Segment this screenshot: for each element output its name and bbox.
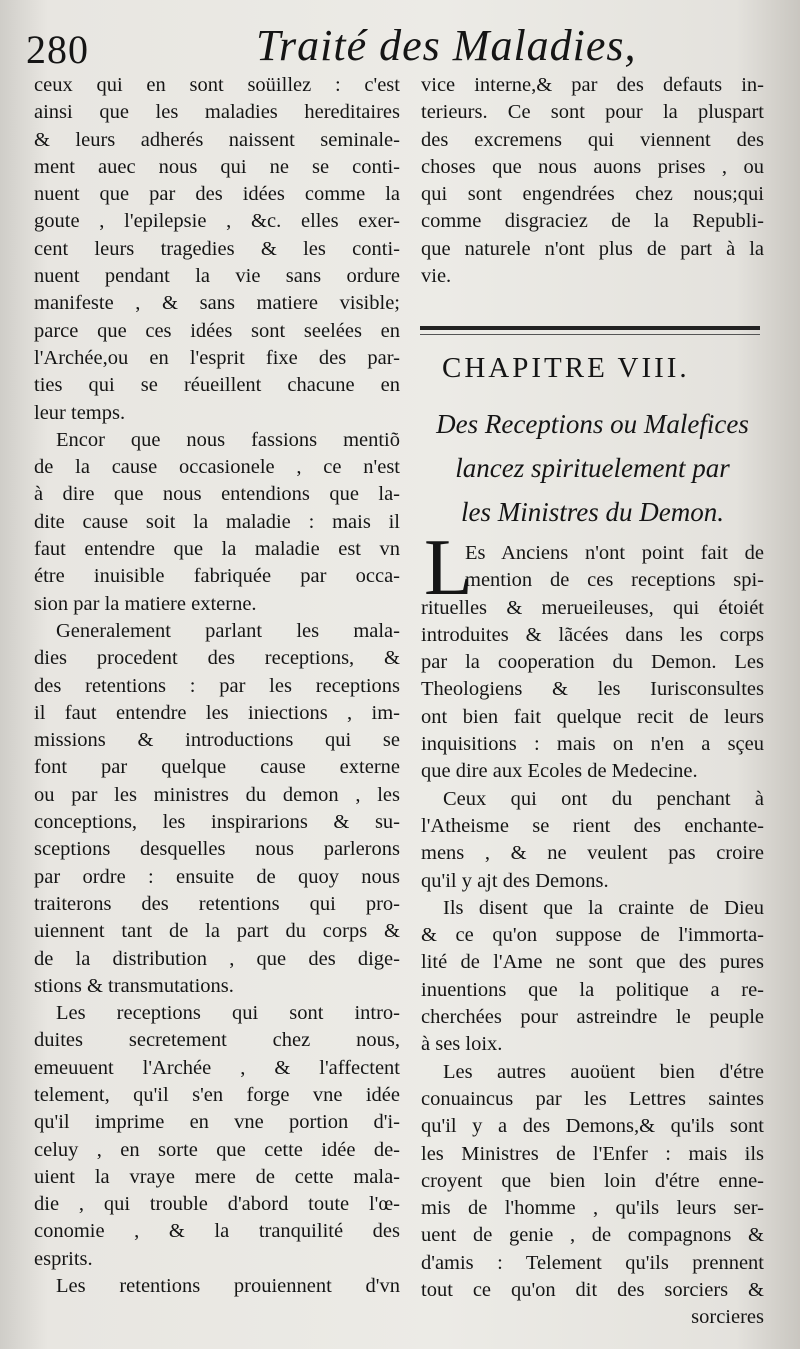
text-line: il faut entendre les iniections , im- bbox=[34, 701, 400, 724]
text-line: croyent que bien loin d'étre enne- bbox=[421, 1169, 764, 1192]
text-line: & ce qu'on suppose de l'immorta- bbox=[421, 924, 764, 947]
text-line: les Ministres de l'Enfer : mais ils bbox=[421, 1142, 764, 1165]
text-line: Es Anciens n'ont point fait de bbox=[465, 542, 764, 564]
text-line: qu'il y a des Demons,& qu'ils sont bbox=[421, 1115, 764, 1138]
chapter-heading: CHAPITRE VIII. bbox=[442, 352, 690, 384]
text-line: Les autres auoüent bien d'étre bbox=[443, 1060, 764, 1083]
text-line: conomie , & la tranquilité des bbox=[34, 1220, 400, 1243]
drop-cap-lines bbox=[421, 540, 764, 595]
text-line: Les retentions prouiennent d'vn bbox=[56, 1275, 400, 1298]
text-line: des excremens qui viennent des bbox=[421, 128, 764, 151]
text-line: ties qui se réueillent chacune en bbox=[34, 374, 400, 397]
text-line: à ses loix. bbox=[421, 1033, 503, 1056]
right-column-top bbox=[421, 72, 764, 290]
text-line: qu'il y ajt des Demons. bbox=[421, 869, 609, 892]
text-line: mention de ces receptions spi- bbox=[465, 569, 764, 592]
text-line: uiennent tant de la part du corps & bbox=[34, 920, 400, 943]
text-line: terieurs. Ce sont pour la pluspart bbox=[421, 101, 764, 124]
text-line: Ceux qui ont du penchant à bbox=[443, 787, 764, 810]
text-line: l'Archée,ou en l'esprit fixe des par- bbox=[34, 346, 400, 369]
text-line: ou par les ministres du demon , les bbox=[34, 783, 400, 806]
text-line: l'Atheisme se rient des enchante- bbox=[421, 814, 764, 837]
text-line: tout ce qu'on dit des sorciers & bbox=[421, 1279, 764, 1302]
chapter-rule bbox=[420, 326, 760, 330]
text-line: mis de l'homme , qu'ils leurs ser- bbox=[421, 1197, 764, 1220]
text-line: font par quelque cause externe bbox=[34, 756, 400, 779]
text-line: uent de genie , de compagnons & bbox=[421, 1224, 764, 1247]
text-line: telement, qu'il s'en forge vne idée bbox=[34, 1083, 400, 1106]
text-line: goute , l'epilepsie , &c. elles exer- bbox=[34, 210, 400, 233]
text-line: dite cause soit la maladie : mais il bbox=[34, 510, 400, 533]
text-line: stions & transmutations. bbox=[34, 974, 234, 997]
text-line: ment auec nous qui ne se conti- bbox=[34, 155, 400, 178]
text-line: vice interne,& par des defauts in- bbox=[421, 74, 764, 96]
text-line: que naturele n'ont plus de part à la bbox=[421, 237, 764, 260]
text-line: celuy , en sorte que cette idée de- bbox=[34, 1138, 400, 1161]
chapter-subtitle-line: les Ministres du Demon. bbox=[461, 497, 724, 527]
text-line: Ils disent que la crainte de Dieu bbox=[443, 896, 764, 919]
text-line: uient la vraye mere de cette mala- bbox=[34, 1165, 400, 1188]
text-line: nuent que par des idées comme la bbox=[34, 183, 400, 206]
text-line: des retentions : par les receptions bbox=[34, 674, 400, 697]
text-line: comme disgraciez de la Republi- bbox=[421, 210, 764, 233]
text-line: choses que nous auons prises , ou bbox=[421, 155, 764, 178]
catchword: sorcieres bbox=[691, 1306, 764, 1329]
text-line: de la distribution , que des dige- bbox=[34, 947, 400, 970]
text-line: inquisitions : mais on n'en a sçeu bbox=[421, 733, 764, 756]
text-line: mens , & ne veulent pas croire bbox=[421, 842, 764, 865]
text-line: faut entendre que la maladie est vn bbox=[34, 538, 400, 561]
text-line: de la cause occasionele , ce n'est bbox=[34, 456, 400, 479]
chapter-subtitle bbox=[420, 402, 765, 534]
chapter-subtitle-line: Des Receptions ou Malefices bbox=[436, 409, 749, 439]
chapter-rule-thin bbox=[420, 334, 760, 335]
text-line: dies procedent des receptions, & bbox=[34, 647, 400, 670]
text-line: & leurs adherés naissent seminale- bbox=[34, 128, 400, 151]
text-line: leur temps. bbox=[34, 401, 126, 424]
text-line: emeuuent l'Archée , & l'affectent bbox=[34, 1056, 400, 1079]
text-line: vie. bbox=[421, 265, 452, 288]
text-line: cent leurs tragedies & les conti- bbox=[34, 237, 400, 260]
text-line: conceptions, les inspirarions & su- bbox=[34, 811, 400, 834]
text-line: étre inuisible fabriquée par occa- bbox=[34, 565, 400, 588]
text-line: sion par la matiere externe. bbox=[34, 592, 257, 615]
left-column bbox=[34, 72, 400, 1300]
text-line: à dire que nous entendions que la- bbox=[34, 483, 400, 506]
text-line: que dire aux Ecoles de Medecine. bbox=[421, 760, 698, 783]
text-line: ainsi que les maladies hereditaires bbox=[34, 101, 400, 124]
text-line: Theologiens & les Iurisconsultes bbox=[421, 678, 764, 701]
text-line: par ordre : ensuite de quoy nous bbox=[34, 865, 400, 888]
text-line: missions & introductions qui se bbox=[34, 729, 400, 752]
text-line: d'amis : Telement qu'ils prennent bbox=[421, 1251, 764, 1274]
running-head bbox=[0, 18, 800, 78]
text-line: Generalement parlant les mala- bbox=[56, 619, 400, 642]
text-line: duites secretement chez nous, bbox=[34, 1029, 400, 1052]
text-line: par la cooperation du Demon. Les bbox=[421, 651, 764, 674]
running-title: Traité des Maladies, bbox=[256, 21, 637, 70]
text-line: ont bien fait quelque recit de leurs bbox=[421, 705, 764, 728]
text-line: sceptions desquelles nous parlerons bbox=[34, 838, 400, 861]
text-line: ceux qui en sont soüillez : c'est bbox=[34, 74, 400, 96]
text-line: die , qui trouble d'abord toute l'œ- bbox=[34, 1193, 400, 1216]
drop-cap: L bbox=[424, 524, 473, 612]
text-line: rituelles & merueileuses, qui étoiét bbox=[421, 596, 764, 619]
text-line: Encor que nous fassions mentiõ bbox=[56, 428, 400, 451]
text-line: esprits. bbox=[34, 1247, 93, 1270]
text-line: lité de l'Ame ne sont que des pures bbox=[421, 951, 764, 974]
chapter-subtitle-line: lancez spirituelement par bbox=[455, 453, 730, 483]
text-line: qui sont engendrées chez nous;qui bbox=[421, 183, 764, 206]
text-line: inuentions que la politique a re- bbox=[421, 978, 764, 1001]
text-line: conuaincus par les Lettres saintes bbox=[421, 1087, 764, 1110]
text-line: qu'il imprime en vne portion d'i- bbox=[34, 1111, 400, 1134]
text-line: manifeste , & sans matiere visible; bbox=[34, 292, 400, 315]
text-line: Les receptions qui sont intro- bbox=[56, 1002, 400, 1025]
text-line: traiterons des retentions qui pro- bbox=[34, 892, 400, 915]
text-line: cherchées pour astreindre le peuple bbox=[421, 1006, 764, 1029]
text-line: introduites & lãcées dans les corps bbox=[421, 623, 764, 646]
text-line: nuent pendant la vie sans ordure bbox=[34, 265, 400, 288]
right-column-body bbox=[421, 540, 764, 1332]
text-line: parce que ces idées sont seelées en bbox=[34, 319, 400, 342]
page-number: 280 bbox=[26, 27, 89, 72]
